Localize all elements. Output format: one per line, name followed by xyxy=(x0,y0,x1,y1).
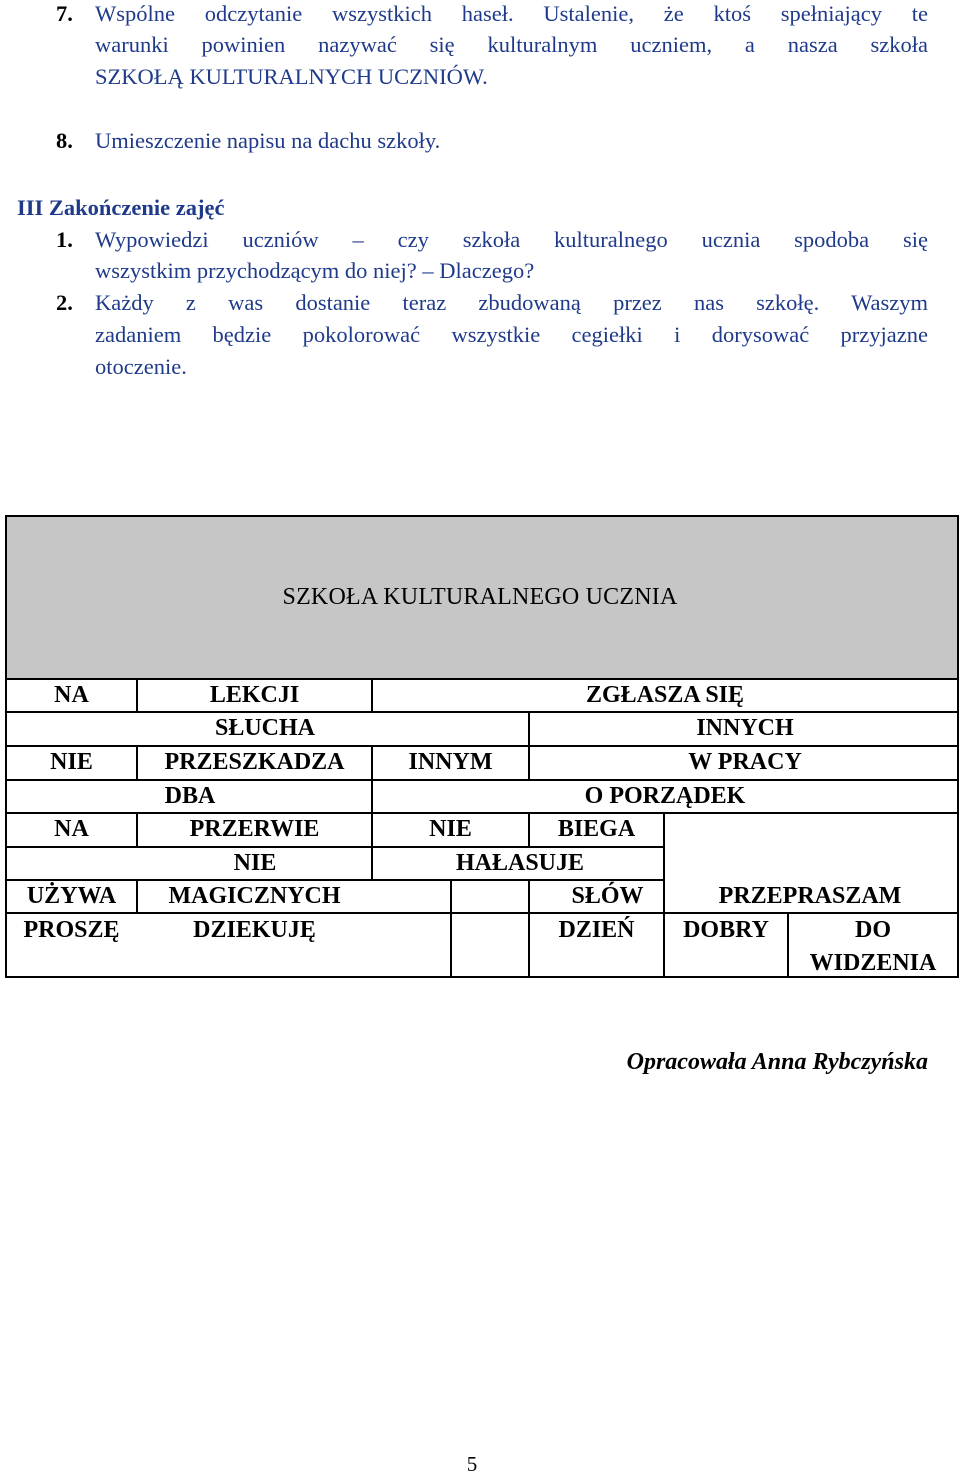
item-1-text-line-2: wszystkim przychodzącym do niej? – Dlaczego? xyxy=(95,258,535,283)
step-7-text-line-2: warunki powinien nazywać się kulturalnym uczniem, a nasza szkoła xyxy=(95,32,928,57)
step-7-text-line-3: SZKOŁĄ KULTURALNYCH UCZNIÓW. xyxy=(95,64,488,89)
brick-label: INNYCH xyxy=(696,715,794,741)
brick-label: W PRACY xyxy=(688,749,802,775)
brick-label: LEKCJI xyxy=(209,682,300,708)
item-1-number: 1. xyxy=(56,227,73,252)
item-2-text-line-1: Każdy z was dostanie teraz zbudowaną przez nas szkołę. Waszym xyxy=(95,290,928,315)
item-2-number: 2. xyxy=(56,290,73,315)
item-1-text-line-1: Wypowiedzi uczniów – czy szkoła kulturalnego ucznia spodoba się xyxy=(95,227,928,252)
brick-label: BIEGA xyxy=(557,816,636,842)
brick-label: NA xyxy=(54,816,89,842)
author-signature: Opracowała Anna Rybczyńska xyxy=(626,1049,928,1075)
brick-label: DBA xyxy=(164,783,216,809)
item-2-text-line-2: zadaniem będzie pokolorować wszystkie cegiełki i dorysować przyjazne xyxy=(95,322,928,347)
step-7-number: 7. xyxy=(56,1,73,26)
brick-label: WIDZENIA xyxy=(809,950,937,976)
brick-label: MAGICZNYCH xyxy=(168,883,341,909)
brick-label: DZIEŃ xyxy=(558,917,635,943)
brick-label: DO xyxy=(855,917,891,943)
brick-label: PRZERWIE xyxy=(189,816,320,842)
brick-label: PROSZĘ xyxy=(23,917,120,943)
brick-label: ZGŁASZA SIĘ xyxy=(585,682,745,708)
item-2-text-line-3: otoczenie. xyxy=(95,354,187,379)
brick-label: INNYM xyxy=(408,749,493,775)
step-7-text-line-1: Wspólne odczytanie wszystkich haseł. Ustalenie, że ktoś spełniający te xyxy=(95,1,928,26)
page-number: 5 xyxy=(466,1452,478,1476)
brick-label: DZIEKUJĘ xyxy=(193,917,316,943)
brick-label: SŁÓW xyxy=(571,883,644,909)
brick-label: NIE xyxy=(233,850,277,876)
step-8-number: 8. xyxy=(56,128,73,153)
brick-label: DOBRY xyxy=(683,917,769,943)
step-8-text: Umieszczenie napisu na dachu szkoły. xyxy=(95,128,441,153)
brick-label: PRZEPRASZAM xyxy=(718,883,902,909)
brick-label: PRZESZKADZA xyxy=(164,749,345,775)
section-heading: III Zakończenie zajęć xyxy=(17,195,225,220)
brick-label: SŁUCHA xyxy=(214,715,316,741)
brick-label: NIE xyxy=(429,816,472,842)
brick-label: NIE xyxy=(50,749,93,775)
brick-label: HAŁASUJE xyxy=(455,850,585,876)
brick-label: NA xyxy=(54,682,89,708)
school-roof-title: SZKOŁA KULTURALNEGO UCZNIA xyxy=(282,584,678,610)
brick-label: UŻYWA xyxy=(26,883,117,909)
brick-label: O PORZĄDEK xyxy=(584,783,746,809)
